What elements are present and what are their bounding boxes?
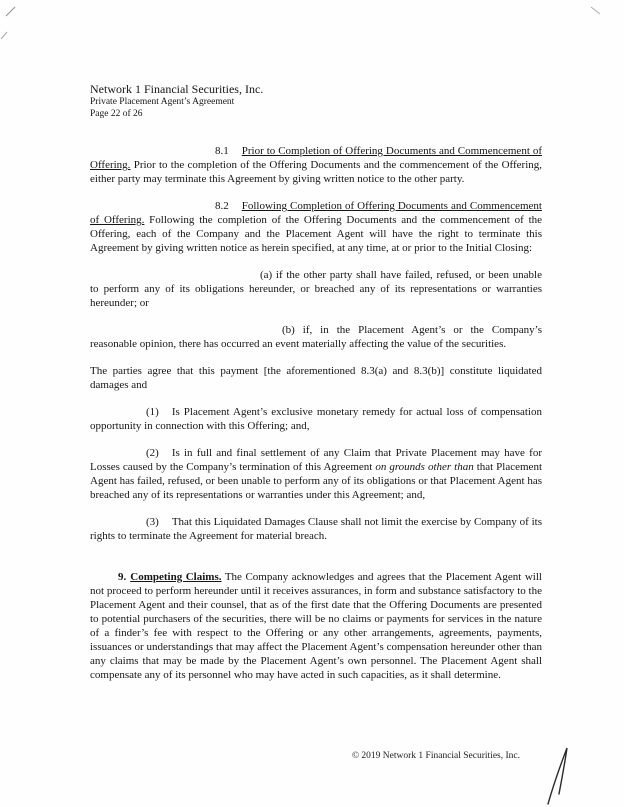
paragraph-8-2 — [90, 199, 542, 255]
paragraph-item-1 — [90, 405, 542, 433]
item-1-text: Is Placement Agent’s exclusive monetary remedy for actual loss of compensation opportunity in connection with this Offering; and, — [90, 406, 542, 432]
page-number: Page 22 of 26 — [90, 109, 143, 119]
document-header — [90, 82, 263, 120]
paragraph-item-2 — [90, 446, 542, 502]
section-9-number: 9. — [118, 571, 127, 583]
section-8-1-number: 8.1 — [215, 145, 229, 157]
section-9-heading: Competing Claims. — [130, 571, 222, 583]
document-body — [90, 144, 542, 695]
item-3-text: That this Liquidated Damages Clause shall not limit the exercise by Company of its rights to terminate the Agreement for material breach. — [90, 516, 542, 542]
pen-stroke-mark — [540, 744, 580, 806]
scan-artifact-top-right — [588, 3, 604, 19]
item-2-italic-phrase: on grounds other than — [375, 461, 474, 473]
paragraph-8-1 — [90, 144, 542, 186]
section-8-2-heading: Following Completion of Offering Documents and Commencement of Offering. — [90, 200, 542, 226]
section-9-text: The Company acknowledges and agrees that the Placement Agent will not proceed to perform hereunder until it receives assurances, in form and substance satisfactory to the Placement Agent and their counsel, that as of the first date that the Offering Documents are presented to potential purchasers of the securities, there will be no claims or payments for services in the nature of a finder’s fee with respect to the Offering or any other arrangements, agreements, payments, issuances or understandings that may affect the Placement Agent’s compensation hereunder other than any claims that may be made by the Placement Agent’s own personnel. The Placement Agent shall compensate any of its personnel who may have acted in such capacities, as it shall determine. — [90, 571, 542, 681]
section-8-2-text: Following the completion of the Offering Documents and the commencement of the Offering, each of the Company and the Placement Agent will have the right to terminate this Agreement by giving written notice as herein specified, at any time, at or prior to the Initial Closing: — [90, 214, 543, 254]
item-1-number: (1) — [146, 406, 159, 418]
paragraph-9-competing-claims — [90, 570, 542, 682]
clause-a-text: (a) if the other party shall have failed, refused, or been unable to perform any of its obligations hereunder, or breached any of its representations or warranties hereunder; or — [90, 269, 542, 309]
company-name: Network 1 Financial Securities, Inc. — [90, 82, 264, 96]
section-8-1-heading: Prior to Completion of Offering Documents and Commencement of Offering. — [90, 145, 542, 171]
paragraph-clause-a — [90, 268, 542, 310]
item-2-text-before: Is in full and final settlement of any Claim that Private Placement may have for Losses caused by the Company’s termination of this Agreement — [90, 447, 542, 473]
clause-b-text: (b) if, in the Placement Agent’s or the Company’s reasonable opinion, there has occurred an event materially affecting the value of the securities. — [90, 324, 542, 350]
item-3-number: (3) — [146, 516, 159, 528]
paragraph-clause-b — [90, 323, 542, 351]
scan-artifact-top-left — [4, 4, 20, 20]
paragraph-item-3 — [90, 515, 542, 543]
paragraph-parties-agree — [90, 364, 542, 392]
copyright-notice: © 2019 Network 1 Financial Securities, Inc. — [351, 751, 520, 761]
section-8-2-number: 8.2 — [215, 200, 229, 212]
section-8-1-text: Prior to the completion of the Offering Documents and the commencement of the Offering, either party may terminate this Agreement by giving written notice to the other party. — [90, 159, 542, 185]
document-title: Private Placement Agent’s Agreement — [90, 97, 235, 107]
item-2-number: (2) — [146, 447, 159, 459]
item-2-text-after: that Placement Agent has failed, refused, or been unable to perform any of its obligations or that Placement Agent has breached any of its representations or warranties under this Agreement; and, — [90, 461, 542, 501]
scan-artifact-left-edge — [0, 28, 10, 42]
parties-agree-text: The parties agree that this payment [the aforementioned 8.3(a) and 8.3(b)] constitute liquidated damages and — [90, 365, 542, 391]
